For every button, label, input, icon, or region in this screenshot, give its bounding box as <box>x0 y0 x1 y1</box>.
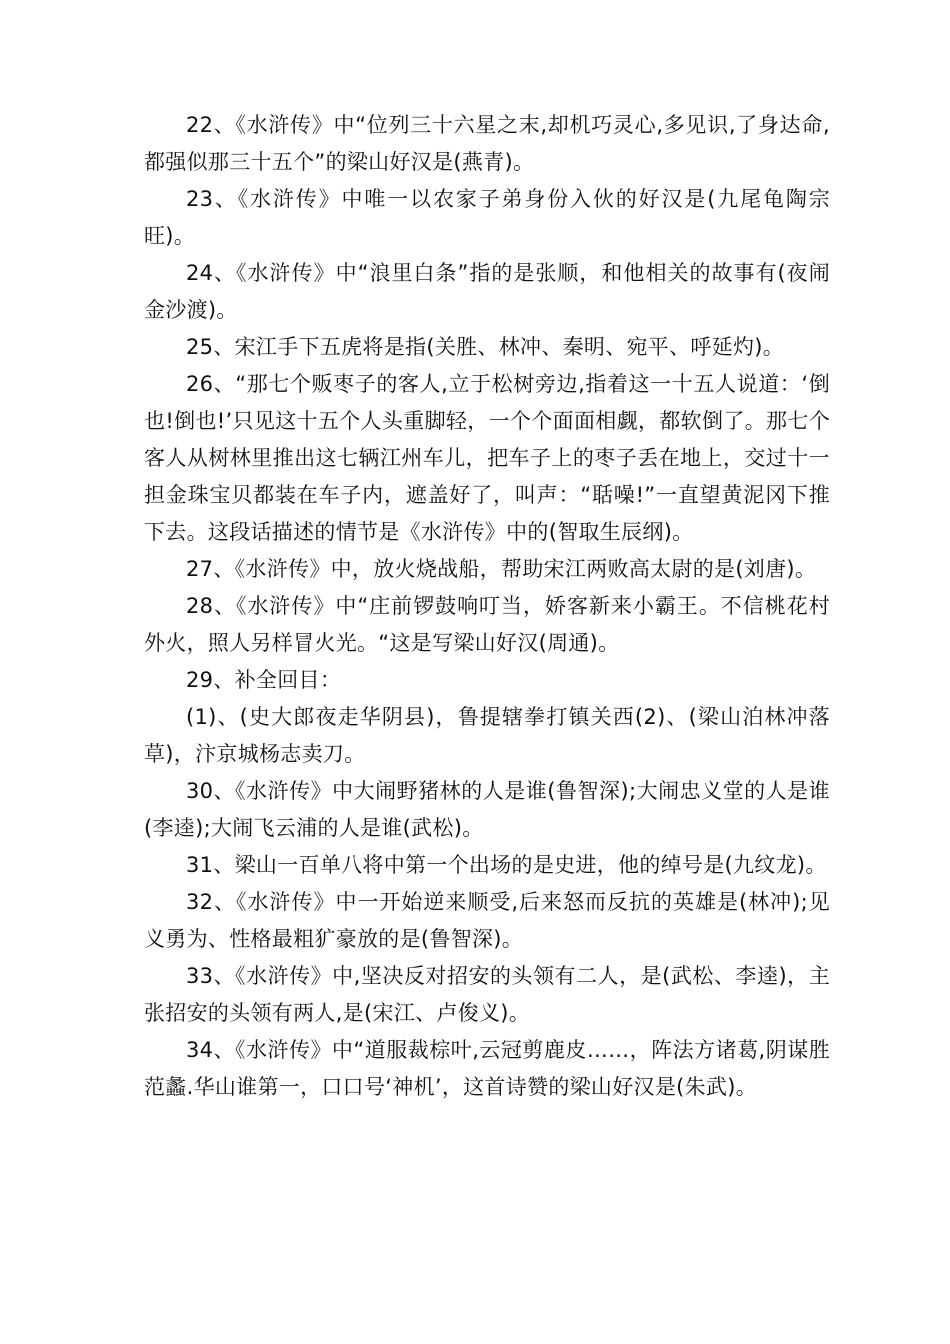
paragraph-28: 28、《水浒传》中“庄前锣鼓响叮当，娇客新来小霸王。不信桃花村外火，照人另样冒火光。“这是写梁山好汉(周通)。 <box>144 594 830 655</box>
paragraph-29: 29、补全回目： <box>186 668 342 692</box>
paragraph-25: 25、宋江手下五虎将是指(关胜、林冲、秦明、宛平、呼延灼)。 <box>186 335 785 359</box>
paragraph-33: 33、《水浒传》中,坚决反对招安的头领有二人，是(武松、李逵)，主张招安的头领有两人,是(宋江、卢俊义)。 <box>144 964 830 1025</box>
paragraph-23: 23、《水浒传》中唯一以农家子弟身份入伙的好汉是(九尾龟陶宗旺)。 <box>144 187 830 248</box>
paragraph-26: 26、“那七个贩枣子的客人,立于松树旁边,指着这一十五人说道：‘倒也!倒也!’只见这十五个人头重脚轻，一个个面面相觑，都软倒了。那七个客人从树林里推出这七辆江州车儿，把车子上的枣子丢在地上，交过十一担金珠宝贝都装在车子内，遮盖好了，叫声：“聒噪!”一直望黄泥冈下推下去。这段话描述的情节是《水浒传》中的(智取生辰纲)。 <box>144 372 830 544</box>
paragraph-24: 24、《水浒传》中“浪里白条”指的是张顺，和他相关的故事有(夜闹金沙渡)。 <box>144 261 830 322</box>
paragraph-29-answers: (1)、(史大郎夜走华阴县)，鲁提辖拳打镇关西(2)、(梁山泊林冲落草)，汴京城杨志卖刀。 <box>144 705 830 766</box>
paragraph-31: 31、梁山一百单八将中第一个出场的是史进，他的绰号是(九纹龙)。 <box>186 853 827 877</box>
paragraph-27: 27、《水浒传》中，放火烧战船，帮助宋江两败高太尉的是(刘唐)。 <box>186 557 817 581</box>
paragraph-22: 22、《水浒传》中“位列三十六星之末,却机巧灵心,多见识,了身达命,都强似那三十五个”的梁山好汉是(燕青)。 <box>144 113 830 174</box>
paragraph-30: 30、《水浒传》中大闹野猪林的人是谁(鲁智深);大闹忠义堂的人是谁(李逵);大闹飞云浦的人是谁(武松)。 <box>144 779 830 840</box>
paragraph-32: 32、《水浒传》中一开始逆来顺受,后来怒而反抗的英雄是(林冲);见义勇为、性格最粗犷豪放的是(鲁智深)。 <box>144 890 830 951</box>
paragraph-34: 34、《水浒传》中“道服裁棕叶,云冠剪鹿皮……，阵法方诸葛,阴谋胜范蠡.华山谁第一，口口号‘神机’，这首诗赞的梁山好汉是(朱武)。 <box>144 1038 830 1099</box>
